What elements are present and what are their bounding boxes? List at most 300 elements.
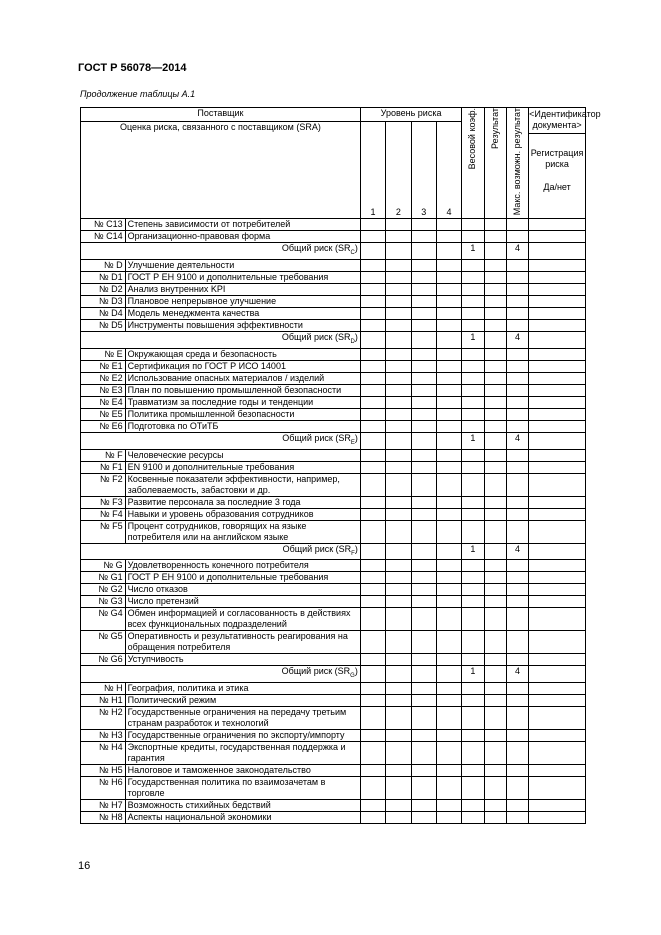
weight-cell (462, 508, 484, 520)
level-2-cell (386, 320, 411, 332)
header-yes-no: Да/нет (543, 182, 571, 192)
level-4-cell (436, 812, 461, 824)
level-1-cell (360, 308, 385, 320)
level-2-cell (386, 296, 411, 308)
row-criterion: Косвенные показатели эффективности, например, заболеваемость, забастовки и др. (125, 473, 360, 496)
registration-cell (529, 272, 586, 284)
row-code: № D3 (81, 296, 126, 308)
max-result-cell (506, 360, 528, 372)
table-row (81, 284, 586, 296)
total-risk-label: Общий риск $(SR_E)$ (81, 432, 361, 449)
header-document-id: <Идентификатор документа> Регистрация риска Да/нет (529, 108, 586, 219)
level-4-cell (436, 320, 461, 332)
table-row (81, 308, 586, 320)
row-criterion: Возможность стихийных бедствий (125, 800, 360, 812)
result-cell (484, 260, 506, 272)
level-4-cell (436, 408, 461, 420)
registration-cell (529, 461, 586, 473)
weight-cell (462, 296, 484, 308)
level-2-cell (386, 231, 411, 243)
result-cell (484, 812, 506, 824)
level-2-cell (386, 666, 411, 683)
level-1-cell (360, 765, 385, 777)
level-4-cell (436, 508, 461, 520)
weight-cell (462, 572, 484, 584)
max-result-cell (506, 496, 528, 508)
max-result-cell (506, 449, 528, 461)
result-cell (484, 543, 506, 560)
max-result-cell (506, 812, 528, 824)
max-result-cell (506, 408, 528, 420)
result-cell (484, 384, 506, 396)
level-4-cell (436, 683, 461, 695)
level-4-cell (436, 284, 461, 296)
table-row (81, 296, 586, 308)
level-1-cell (360, 384, 385, 396)
level-2-cell (386, 408, 411, 420)
level-3-cell (411, 742, 436, 765)
weight-cell (462, 272, 484, 284)
max-result-cell (506, 272, 528, 284)
level-2-cell (386, 683, 411, 695)
weight-cell (462, 384, 484, 396)
level-3-cell (411, 695, 436, 707)
registration-cell (529, 666, 586, 683)
row-criterion: Государственные ограничения на передачу третьим странам разработок и технологий (125, 707, 360, 730)
result-cell (484, 596, 506, 608)
result-cell (484, 742, 506, 765)
level-1-cell (360, 666, 385, 683)
max-result-cell (506, 800, 528, 812)
max-result-cell (506, 765, 528, 777)
level-3-cell (411, 219, 436, 231)
max-result-cell (506, 572, 528, 584)
total-row (81, 332, 586, 349)
weight-cell (462, 683, 484, 695)
max-result-cell (506, 777, 528, 800)
header-level-2: 2 (386, 121, 411, 218)
result-cell (484, 508, 506, 520)
max-result-cell: 4 (506, 543, 528, 560)
max-result-cell (506, 461, 528, 473)
row-criterion: Сертификация по ГОСТ Р ИСО 14001 (125, 360, 360, 372)
row-criterion: Оперативность и результативность реагирования на обращения потребителя (125, 631, 360, 654)
registration-cell (529, 408, 586, 420)
registration-cell (529, 308, 586, 320)
row-criterion: ГОСТ Р ЕН 9100 и дополнительные требования (125, 572, 360, 584)
level-4-cell (436, 272, 461, 284)
max-result-cell (506, 348, 528, 360)
max-result-cell (506, 508, 528, 520)
row-code: № H6 (81, 777, 126, 800)
level-3-cell (411, 560, 436, 572)
result-cell (484, 360, 506, 372)
level-3-cell (411, 543, 436, 560)
result-cell (484, 473, 506, 496)
level-2-cell (386, 432, 411, 449)
weight-cell (462, 348, 484, 360)
level-1-cell (360, 219, 385, 231)
level-4-cell (436, 695, 461, 707)
row-criterion: Модель менеджмента качества (125, 308, 360, 320)
level-3-cell (411, 296, 436, 308)
level-3-cell (411, 631, 436, 654)
result-cell (484, 730, 506, 742)
weight-cell (462, 777, 484, 800)
level-3-cell (411, 432, 436, 449)
row-criterion: Подготовка по ОТиТБ (125, 420, 360, 432)
table-row (81, 260, 586, 272)
weight-cell (462, 396, 484, 408)
row-criterion: Инструменты повышения эффективности (125, 320, 360, 332)
header-level-3: 3 (411, 121, 436, 218)
max-result-cell (506, 560, 528, 572)
risk-table (80, 107, 601, 824)
level-2-cell (386, 348, 411, 360)
level-1-cell (360, 360, 385, 372)
level-3-cell (411, 449, 436, 461)
level-4-cell (436, 666, 461, 683)
weight-cell: 1 (462, 666, 484, 683)
level-4-cell (436, 296, 461, 308)
table-row (81, 272, 586, 284)
header-sra: Оценка риска, связанного с поставщиком (SRA) (81, 121, 361, 218)
level-4-cell (436, 560, 461, 572)
level-2-cell (386, 332, 411, 349)
level-1-cell (360, 596, 385, 608)
level-4-cell (436, 730, 461, 742)
max-result-cell (506, 596, 528, 608)
level-4-cell (436, 742, 461, 765)
level-4-cell (436, 260, 461, 272)
table-row (81, 372, 586, 384)
table-row (81, 408, 586, 420)
level-4-cell (436, 777, 461, 800)
level-3-cell (411, 420, 436, 432)
row-criterion: ГОСТ Р ЕН 9100 и дополнительные требования (125, 272, 360, 284)
registration-cell (529, 332, 586, 349)
total-risk-label: Общий риск $(SR_F)$ (81, 543, 361, 560)
registration-cell (529, 320, 586, 332)
row-code: № E6 (81, 420, 126, 432)
level-1-cell (360, 520, 385, 543)
level-1-cell (360, 608, 385, 631)
table-row (81, 496, 586, 508)
level-1-cell (360, 742, 385, 765)
row-code: № F (81, 449, 126, 461)
row-code: № D2 (81, 284, 126, 296)
level-4-cell (436, 420, 461, 432)
row-code: № D5 (81, 320, 126, 332)
level-2-cell (386, 473, 411, 496)
max-result-cell (506, 320, 528, 332)
row-code: № E4 (81, 396, 126, 408)
level-3-cell (411, 473, 436, 496)
row-criterion: Развитие персонала за последние 3 года (125, 496, 360, 508)
table-row (81, 596, 586, 608)
row-criterion: Политический режим (125, 695, 360, 707)
registration-cell (529, 584, 586, 596)
row-code: № F4 (81, 508, 126, 520)
result-cell (484, 320, 506, 332)
weight-cell (462, 584, 484, 596)
row-code: № G5 (81, 631, 126, 654)
row-criterion: Экспортные кредиты, государственная поддержка и гарантия (125, 742, 360, 765)
level-3-cell (411, 800, 436, 812)
weight-cell (462, 707, 484, 730)
registration-cell (529, 560, 586, 572)
level-2-cell (386, 631, 411, 654)
level-1-cell (360, 332, 385, 349)
weight-cell (462, 408, 484, 420)
level-3-cell (411, 666, 436, 683)
table-row (81, 396, 586, 408)
weight-cell (462, 308, 484, 320)
table-row (81, 812, 586, 824)
header-level-1: 1 (360, 121, 385, 218)
table-row (81, 508, 586, 520)
table-row (81, 584, 586, 596)
result-cell (484, 608, 506, 631)
level-4-cell (436, 707, 461, 730)
result-cell (484, 496, 506, 508)
registration-cell (529, 683, 586, 695)
result-cell (484, 584, 506, 596)
level-1-cell (360, 396, 385, 408)
level-2-cell (386, 608, 411, 631)
row-criterion: Удовлетворенность конечного потребителя (125, 560, 360, 572)
level-4-cell (436, 396, 461, 408)
level-2-cell (386, 272, 411, 284)
row-code: № D (81, 260, 126, 272)
weight-cell (462, 260, 484, 272)
row-criterion: Травматизм за последние годы и тенденции (125, 396, 360, 408)
row-code: № H3 (81, 730, 126, 742)
level-2-cell (386, 654, 411, 666)
result-cell (484, 432, 506, 449)
row-code: № E2 (81, 372, 126, 384)
level-2-cell (386, 508, 411, 520)
level-1-cell (360, 730, 385, 742)
registration-cell (529, 654, 586, 666)
level-4-cell (436, 348, 461, 360)
registration-cell (529, 730, 586, 742)
level-4-cell (436, 800, 461, 812)
row-code: № F5 (81, 520, 126, 543)
row-criterion: Процент сотрудников, говорящих на языке потребителя или на английском языке (125, 520, 360, 543)
weight-cell: 1 (462, 432, 484, 449)
weight-cell: 1 (462, 332, 484, 349)
level-4-cell (436, 496, 461, 508)
level-1-cell (360, 584, 385, 596)
row-code: № C13 (81, 219, 126, 231)
max-result-cell (506, 384, 528, 396)
weight-cell (462, 219, 484, 231)
table-row (81, 449, 586, 461)
level-4-cell (436, 520, 461, 543)
weight-cell (462, 520, 484, 543)
level-3-cell (411, 508, 436, 520)
level-1-cell (360, 284, 385, 296)
level-3-cell (411, 730, 436, 742)
level-1-cell (360, 372, 385, 384)
level-4-cell (436, 584, 461, 596)
result-cell (484, 707, 506, 730)
registration-cell (529, 296, 586, 308)
level-3-cell (411, 396, 436, 408)
level-2-cell (386, 243, 411, 260)
result-cell (484, 520, 506, 543)
header-weight: Весовой коэф. (462, 108, 484, 219)
level-1-cell (360, 296, 385, 308)
weight-cell (462, 231, 484, 243)
level-3-cell (411, 654, 436, 666)
max-result-cell (506, 296, 528, 308)
level-2-cell (386, 543, 411, 560)
row-criterion: Государственная политика по взаимозачетам в торговле (125, 777, 360, 800)
level-3-cell (411, 765, 436, 777)
registration-cell (529, 384, 586, 396)
level-3-cell (411, 777, 436, 800)
max-result-cell (506, 654, 528, 666)
row-criterion: EN 9100 и дополнительные требования (125, 461, 360, 473)
registration-cell (529, 695, 586, 707)
result-cell (484, 695, 506, 707)
level-4-cell (436, 654, 461, 666)
max-result-cell (506, 584, 528, 596)
max-result-cell (506, 420, 528, 432)
level-4-cell (436, 449, 461, 461)
level-2-cell (386, 560, 411, 572)
level-2-cell (386, 461, 411, 473)
max-result-cell (506, 284, 528, 296)
max-result-cell (506, 695, 528, 707)
row-code: № H2 (81, 707, 126, 730)
max-result-cell (506, 308, 528, 320)
result-cell (484, 765, 506, 777)
row-criterion: Налоговое и таможенное законодательство (125, 765, 360, 777)
registration-cell (529, 596, 586, 608)
level-2-cell (386, 584, 411, 596)
level-3-cell (411, 348, 436, 360)
table-row (81, 384, 586, 396)
level-1-cell (360, 654, 385, 666)
row-code: № H7 (81, 800, 126, 812)
level-1-cell (360, 320, 385, 332)
result-cell (484, 296, 506, 308)
weight-cell (462, 742, 484, 765)
row-criterion: Анализ внутренних KPI (125, 284, 360, 296)
result-cell (484, 777, 506, 800)
level-4-cell (436, 461, 461, 473)
header-max-result: Макс. возможн. результат (506, 108, 528, 219)
row-code: № E (81, 348, 126, 360)
page-number: 16 (78, 860, 91, 872)
table-row (81, 231, 586, 243)
max-result-cell (506, 742, 528, 765)
weight-cell (462, 320, 484, 332)
weight-cell (462, 461, 484, 473)
level-1-cell (360, 473, 385, 496)
result-cell (484, 666, 506, 683)
table-row (81, 777, 586, 800)
level-4-cell (436, 543, 461, 560)
level-2-cell (386, 707, 411, 730)
max-result-cell (506, 219, 528, 231)
result-cell (484, 408, 506, 420)
level-1-cell (360, 272, 385, 284)
level-4-cell (436, 432, 461, 449)
level-1-cell (360, 420, 385, 432)
row-code: № H8 (81, 812, 126, 824)
level-2-cell (386, 449, 411, 461)
level-3-cell (411, 812, 436, 824)
level-1-cell (360, 631, 385, 654)
level-3-cell (411, 272, 436, 284)
max-result-cell (506, 608, 528, 631)
level-3-cell (411, 243, 436, 260)
table-row (81, 461, 586, 473)
level-3-cell (411, 308, 436, 320)
level-1-cell (360, 683, 385, 695)
row-criterion: Число отказов (125, 584, 360, 596)
result-cell (484, 396, 506, 408)
level-1-cell (360, 800, 385, 812)
level-3-cell (411, 231, 436, 243)
weight-cell (462, 596, 484, 608)
registration-cell (529, 707, 586, 730)
table-row (81, 707, 586, 730)
table-row (81, 800, 586, 812)
row-code: № F2 (81, 473, 126, 496)
table-row (81, 608, 586, 631)
level-3-cell (411, 372, 436, 384)
row-code: № G6 (81, 654, 126, 666)
table-row (81, 572, 586, 584)
row-code: № E3 (81, 384, 126, 396)
row-code: № G (81, 560, 126, 572)
level-3-cell (411, 332, 436, 349)
header-supplier: Поставщик (81, 108, 361, 122)
level-1-cell (360, 508, 385, 520)
level-4-cell (436, 384, 461, 396)
row-code: № H1 (81, 695, 126, 707)
total-risk-label: Общий риск $(SR_G)$ (81, 666, 361, 683)
result-cell (484, 560, 506, 572)
document-title: ГОСТ Р 56078—2014 (78, 62, 187, 74)
result-cell (484, 332, 506, 349)
result-cell (484, 308, 506, 320)
row-criterion: Степень зависимости от потребителей (125, 219, 360, 231)
registration-cell (529, 631, 586, 654)
row-code: № H (81, 683, 126, 695)
result-cell (484, 572, 506, 584)
level-1-cell (360, 560, 385, 572)
result-cell (484, 654, 506, 666)
table-row (81, 473, 586, 496)
level-3-cell (411, 608, 436, 631)
level-2-cell (386, 396, 411, 408)
weight-cell (462, 360, 484, 372)
weight-cell (462, 420, 484, 432)
weight-cell (462, 730, 484, 742)
registration-cell (529, 496, 586, 508)
level-1-cell (360, 408, 385, 420)
max-result-cell: 4 (506, 332, 528, 349)
header-risk-level: Уровень риска (360, 108, 461, 122)
level-4-cell (436, 308, 461, 320)
level-2-cell (386, 765, 411, 777)
